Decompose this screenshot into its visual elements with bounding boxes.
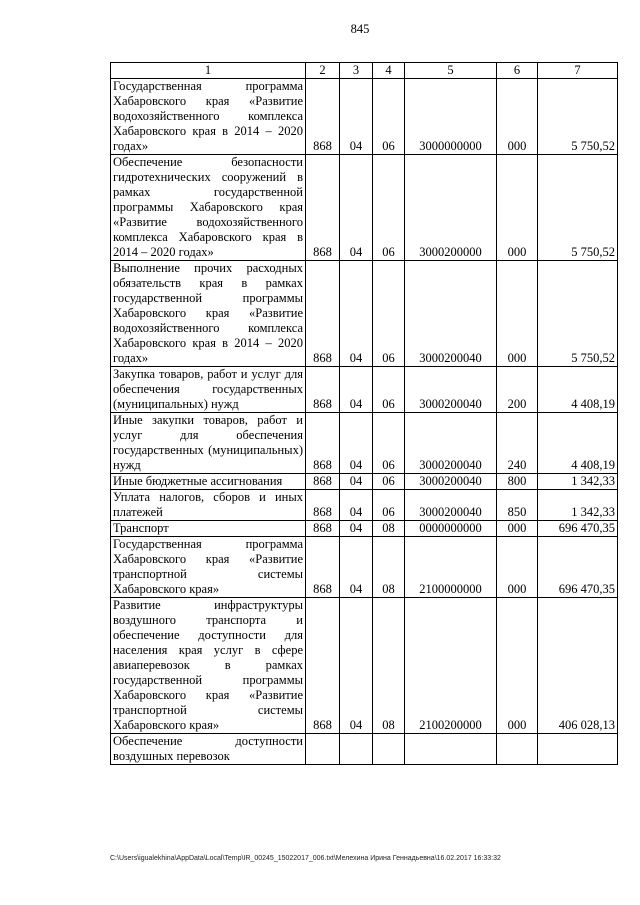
cell-target-article: 3000200040 (405, 261, 497, 367)
cell-target-article: 3000200040 (405, 490, 497, 521)
row-name: Транспорт (111, 521, 306, 537)
cell-ministry (306, 734, 340, 765)
cell-subsection: 08 (373, 537, 405, 598)
row-name: Уплата налогов, сборов и иных платежей (111, 490, 306, 521)
table-row (111, 537, 618, 598)
cell-amount: 5 750,52 (538, 155, 618, 261)
cell-amount: 4 408,19 (538, 367, 618, 413)
cell-ministry: 868 (306, 521, 340, 537)
table-row (111, 734, 618, 765)
cell-expense-type: 000 (497, 598, 538, 734)
cell-section: 04 (340, 155, 373, 261)
cell-subsection: 06 (373, 490, 405, 521)
cell-section: 04 (340, 490, 373, 521)
table-row (111, 79, 618, 155)
cell-subsection: 06 (373, 367, 405, 413)
row-name: Развитие инфраструктуры воздушного транспорта и обеспечение доступности для населения края услуг в сфере авиаперевозок в рамках государственной программы Хабаровского края «Развитие транспортной системы Хабаровского края» (111, 598, 306, 734)
cell-section: 04 (340, 261, 373, 367)
cell-target-article: 3000200040 (405, 367, 497, 413)
cell-amount: 4 408,19 (538, 413, 618, 474)
cell-expense-type: 800 (497, 474, 538, 490)
cell-section: 04 (340, 413, 373, 474)
cell-subsection: 06 (373, 261, 405, 367)
cell-target-article: 3000200000 (405, 155, 497, 261)
cell-ministry: 868 (306, 537, 340, 598)
cell-expense-type: 000 (497, 261, 538, 367)
row-name: Закупка товаров, работ и услуг для обеспечения государственных (муниципальных) нужд (111, 367, 306, 413)
cell-subsection: 06 (373, 474, 405, 490)
cell-target-article: 2100000000 (405, 537, 497, 598)
cell-ministry: 868 (306, 261, 340, 367)
cell-expense-type: 200 (497, 367, 538, 413)
cell-section: 04 (340, 367, 373, 413)
cell-section: 04 (340, 79, 373, 155)
cell-ministry: 868 (306, 155, 340, 261)
cell-target-article: 0000000000 (405, 521, 497, 537)
table-row (111, 413, 618, 474)
cell-expense-type: 240 (497, 413, 538, 474)
cell-expense-type: 000 (497, 155, 538, 261)
cell-amount: 696 470,35 (538, 537, 618, 598)
budget-table (110, 62, 618, 765)
cell-amount: 406 028,13 (538, 598, 618, 734)
cell-subsection: 08 (373, 521, 405, 537)
row-name: Обеспечение доступности воздушных перевозок (111, 734, 306, 765)
cell-ministry: 868 (306, 79, 340, 155)
cell-expense-type (497, 734, 538, 765)
cell-section: 04 (340, 598, 373, 734)
row-name: Выполнение прочих расходных обязательств края в рамках государственной программы Хабаровского края «Развитие водохозяйственного комплекса Хабаровского края в 2014 – 2020 годах» (111, 261, 306, 367)
page-number: 845 (350, 22, 370, 36)
table-row (111, 155, 618, 261)
cell-subsection: 06 (373, 79, 405, 155)
column-header: 3 (340, 63, 373, 79)
cell-amount: 1 342,33 (538, 474, 618, 490)
column-header: 1 (111, 63, 306, 79)
row-name: Государственная программа Хабаровского края «Развитие транспортной системы Хабаровского края» (111, 537, 306, 598)
cell-subsection: 06 (373, 155, 405, 261)
cell-target-article: 3000200040 (405, 474, 497, 490)
cell-section (340, 734, 373, 765)
row-name: Иные бюджетные ассигнования (111, 474, 306, 490)
cell-section: 04 (340, 537, 373, 598)
cell-subsection (373, 734, 405, 765)
table-row (111, 261, 618, 367)
column-header: 5 (405, 63, 497, 79)
cell-subsection: 06 (373, 413, 405, 474)
cell-ministry: 868 (306, 598, 340, 734)
cell-amount: 5 750,52 (538, 79, 618, 155)
cell-section: 04 (340, 474, 373, 490)
cell-expense-type: 000 (497, 79, 538, 155)
cell-expense-type: 000 (497, 537, 538, 598)
cell-ministry: 868 (306, 413, 340, 474)
cell-ministry: 868 (306, 367, 340, 413)
cell-amount: 696 470,35 (538, 521, 618, 537)
row-name: Государственная программа Хабаровского края «Развитие водохозяйственного комплекса Хабаровского края в 2014 – 2020 годах» (111, 79, 306, 155)
table-row (111, 598, 618, 734)
column-header: 4 (373, 63, 405, 79)
column-header: 6 (497, 63, 538, 79)
row-name: Обеспечение безопасности гидротехнических сооружений в рамках государственной программы Хабаровского края «Развитие водохозяйственного комплекса Хабаровского края в 2014 – 2020 годах» (111, 155, 306, 261)
cell-target-article: 3000200040 (405, 413, 497, 474)
cell-target-article (405, 734, 497, 765)
cell-target-article: 2100200000 (405, 598, 497, 734)
file-path-footer: C:\Users\igualekhina\AppData\Local\Temp\IR_00245_15022017_006.txt\Мелехина Ирина Геннадьевна\16.02.2017 16:33:32 (110, 855, 501, 862)
cell-amount (538, 734, 618, 765)
row-name: Иные закупки товаров, работ и услуг для обеспечения государственных (муниципальных) нужд (111, 413, 306, 474)
cell-expense-type: 000 (497, 521, 538, 537)
cell-section: 04 (340, 521, 373, 537)
cell-amount: 5 750,52 (538, 261, 618, 367)
cell-target-article: 3000000000 (405, 79, 497, 155)
cell-subsection: 08 (373, 598, 405, 734)
column-header: 7 (538, 63, 618, 79)
cell-ministry: 868 (306, 474, 340, 490)
cell-amount: 1 342,33 (538, 490, 618, 521)
column-header: 2 (306, 63, 340, 79)
cell-expense-type: 850 (497, 490, 538, 521)
table-row (111, 474, 618, 490)
table-row (111, 490, 618, 521)
header-row (111, 63, 618, 79)
cell-ministry: 868 (306, 490, 340, 521)
table-row (111, 367, 618, 413)
table-row (111, 521, 618, 537)
